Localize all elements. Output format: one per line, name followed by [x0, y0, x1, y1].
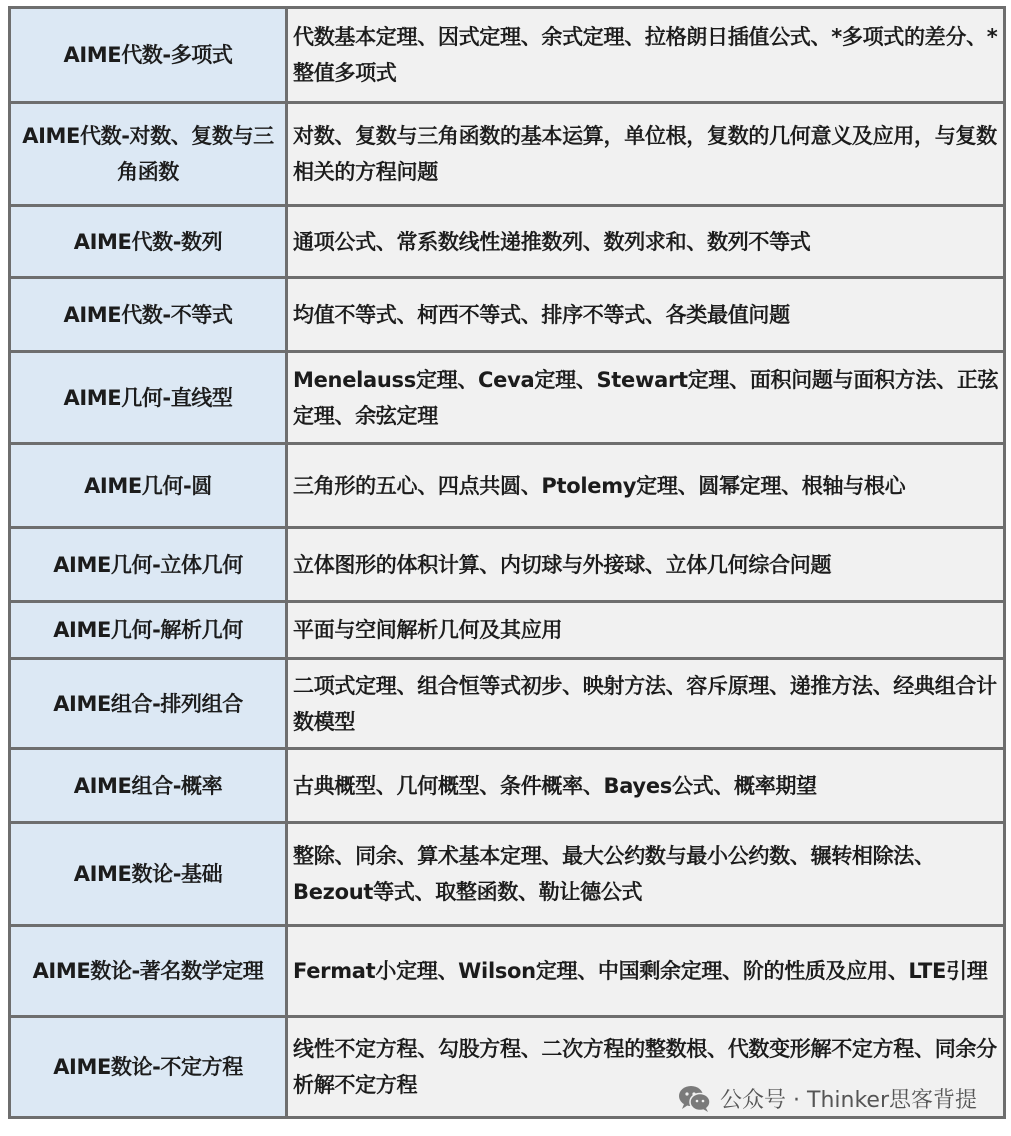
content-cell: 二项式定理、组合恒等式初步、映射方法、容斥原理、递推方法、经典组合计数模型 — [287, 659, 1005, 749]
topic-cell: AIME几何-解析几何 — [10, 602, 287, 659]
watermark-text: 公众号 · Thinker思客背提 — [720, 1088, 977, 1113]
topic-cell: AIME几何-直线型 — [10, 352, 287, 444]
content-cell: 均值不等式、柯西不等式、排序不等式、各类最值问题 — [287, 278, 1005, 352]
content-cell: 三角形的五心、四点共圆、Ptolemy定理、圆幂定理、根轴与根心 — [287, 444, 1005, 528]
syllabus-table — [8, 6, 1006, 1119]
table-row — [10, 8, 1005, 103]
content-cell: Menelauss定理、Ceva定理、Stewart定理、面积问题与面积方法、正弦定理、余弦定理 — [287, 352, 1005, 444]
topic-cell: AIME数论-不定方程 — [10, 1017, 287, 1118]
topic-cell: AIME几何-立体几何 — [10, 528, 287, 602]
content-cell: 古典概型、几何概型、条件概率、Bayes公式、概率期望 — [287, 749, 1005, 823]
table-row — [10, 659, 1005, 749]
watermark — [674, 1081, 981, 1116]
topic-cell: AIME数论-基础 — [10, 823, 287, 926]
topic-cell: AIME代数-数列 — [10, 206, 287, 278]
table-row — [10, 444, 1005, 528]
content-cell: 线性不定方程、勾股方程、二次方程的整数根、代数变形解不定方程、同余分析解不定方程 — [287, 1017, 1005, 1118]
table-row — [10, 602, 1005, 659]
table-row — [10, 278, 1005, 352]
table-row — [10, 206, 1005, 278]
wechat-icon — [678, 1085, 712, 1113]
topic-cell: AIME数论-著名数学定理 — [10, 926, 287, 1017]
topic-cell: AIME代数-多项式 — [10, 8, 287, 103]
table-row — [10, 528, 1005, 602]
content-cell: 代数基本定理、因式定理、余式定理、拉格朗日插值公式、*多项式的差分、*整值多项式 — [287, 8, 1005, 103]
table-row — [10, 749, 1005, 823]
content-cell: Fermat小定理、Wilson定理、中国剩余定理、阶的性质及应用、LTE引理 — [287, 926, 1005, 1017]
table-row — [10, 352, 1005, 444]
content-cell: 对数、复数与三角函数的基本运算，单位根，复数的几何意义及应用，与复数相关的方程问题 — [287, 103, 1005, 206]
table-row — [10, 823, 1005, 926]
content-cell: 通项公式、常系数线性递推数列、数列求和、数列不等式 — [287, 206, 1005, 278]
content-cell: 平面与空间解析几何及其应用 — [287, 602, 1005, 659]
topic-cell: AIME组合-概率 — [10, 749, 287, 823]
topic-cell: AIME组合-排列组合 — [10, 659, 287, 749]
table-row — [10, 103, 1005, 206]
topic-cell: AIME几何-圆 — [10, 444, 287, 528]
table-row — [10, 926, 1005, 1017]
content-cell: 立体图形的体积计算、内切球与外接球、立体几何综合问题 — [287, 528, 1005, 602]
topic-cell: AIME代数-对数、复数与三角函数 — [10, 103, 287, 206]
content-cell: 整除、同余、算术基本定理、最大公约数与最小公约数、辗转相除法、Bezout等式、取整函数、勒让德公式 — [287, 823, 1005, 926]
topic-cell: AIME代数-不等式 — [10, 278, 287, 352]
